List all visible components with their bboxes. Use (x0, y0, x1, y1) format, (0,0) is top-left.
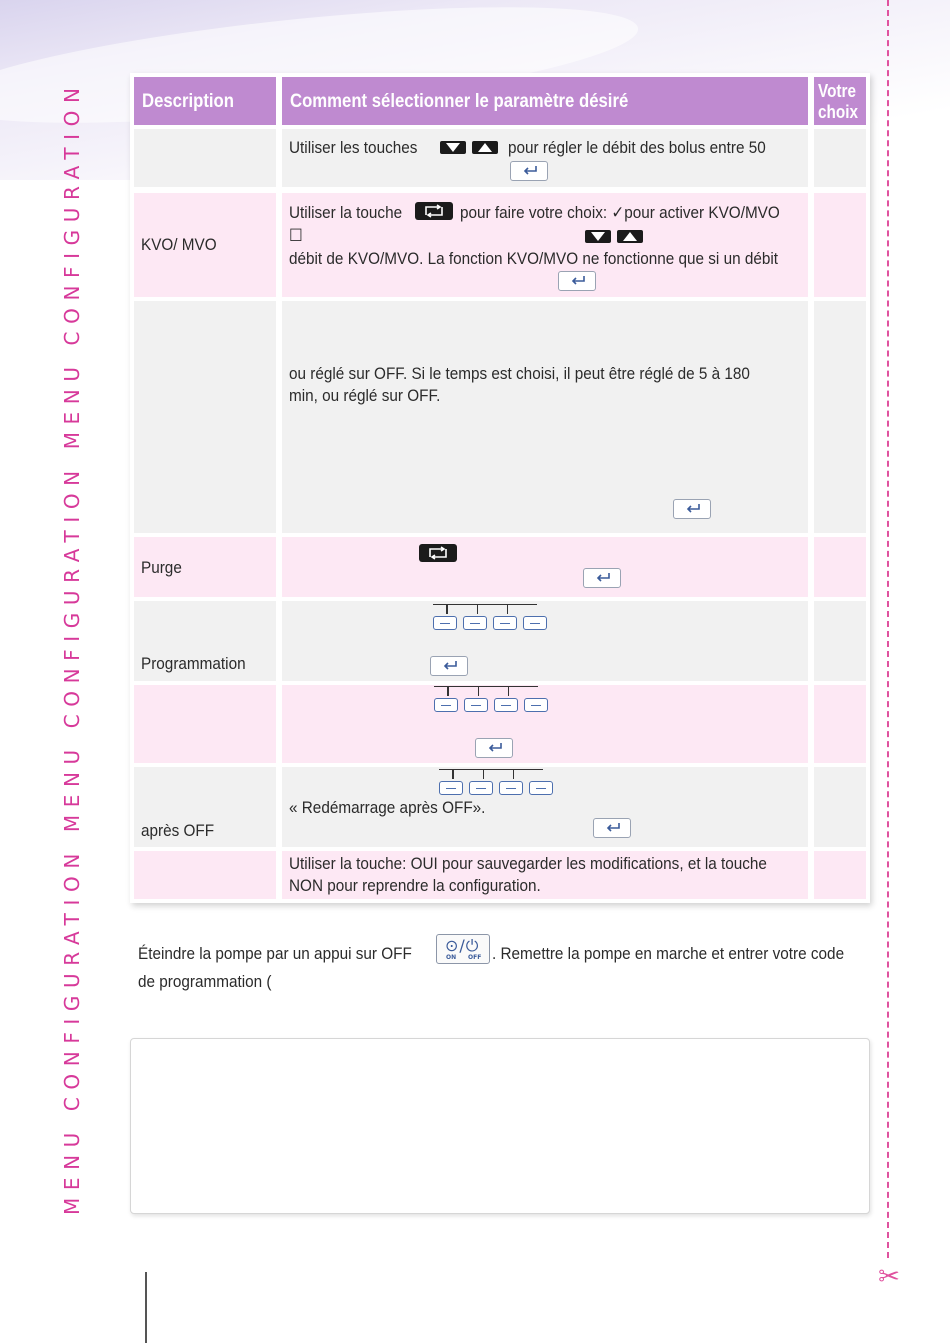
enter-key-icon (475, 738, 513, 758)
footer-line2: de programmation ( (138, 972, 272, 991)
row-method-cell (282, 851, 808, 899)
code-box (524, 698, 548, 712)
down-arrow-key-icon (585, 230, 611, 243)
row-description: Purge (141, 558, 182, 577)
code-bracket (448, 686, 478, 696)
cycle-key-icon (419, 544, 457, 562)
page-rule (145, 1272, 147, 1343)
row-description-cell (134, 767, 276, 847)
code-bracket (433, 604, 447, 614)
header-choice-line2: choix (818, 102, 858, 122)
code-box (493, 616, 517, 630)
row-method-cell (282, 301, 808, 533)
row-description-cell (134, 601, 276, 681)
row-description-cell (134, 685, 276, 763)
code-bracket (434, 686, 448, 696)
enter-key-icon (593, 818, 631, 838)
enter-key-icon (430, 656, 468, 676)
code-bracket (447, 604, 477, 614)
table-row (134, 685, 866, 763)
row-text: débit de KVO/MVO. La fonction KVO/MVO ne fonctionne que si un débit (289, 249, 779, 268)
enter-key-icon (510, 161, 548, 181)
code-bracket (508, 686, 538, 696)
row-description-cell (134, 537, 276, 597)
row-text: min, ou réglé sur OFF. (289, 386, 441, 405)
code-box (434, 698, 458, 712)
up-arrow-key-icon (617, 230, 643, 243)
code-bracket (477, 604, 507, 614)
header-choice-line1: Votre (818, 81, 856, 101)
table-row (134, 193, 866, 297)
row-choice-cell[interactable] (814, 601, 866, 681)
code-input-boxes-icon (434, 686, 554, 716)
row-text: pour faire votre choix: ✓pour activer KVO/MVO (460, 203, 780, 222)
power-symbol-icon: ⊙/⏻ (445, 936, 480, 955)
row-text: Utiliser la touche: OUI pour sauvegarder les modifications, et la touche (289, 854, 767, 873)
table-row (134, 301, 866, 533)
header-method: Comment sélectionner le paramètre désiré (290, 91, 629, 112)
on-label: ON (446, 954, 457, 961)
row-description-cell (134, 193, 276, 297)
row-text: ou réglé sur OFF. Si le temps est choisi, il peut être réglé de 5 à 180 (289, 364, 750, 383)
code-bracket (478, 686, 508, 696)
table-row (134, 537, 866, 597)
row-text: « Redémarrage après OFF». (289, 798, 486, 817)
header-choice (818, 81, 858, 123)
row-method-cell (282, 537, 808, 597)
code-bracket (513, 769, 543, 779)
code-input-boxes-icon (433, 604, 553, 634)
code-box (523, 616, 547, 630)
row-choice-cell[interactable] (814, 685, 866, 763)
code-box (529, 781, 553, 795)
header-cell-method (282, 77, 808, 125)
row-description-cell (134, 851, 276, 899)
header-cell-description (134, 77, 276, 125)
row-choice-cell[interactable] (814, 193, 866, 297)
row-description-cell (134, 301, 276, 533)
footer-line1-end: . Remettre la pompe en marche et entrer votre code (492, 944, 845, 963)
row-method-cell (282, 767, 808, 847)
code-box (464, 698, 488, 712)
code-box (494, 698, 518, 712)
row-choice-cell[interactable] (814, 851, 866, 899)
row-text: pour régler le débit des bolus entre 50 (508, 138, 766, 157)
row-description: après OFF (141, 821, 215, 840)
row-description-cell (134, 129, 276, 187)
settings-table (130, 73, 870, 903)
table-row (134, 601, 866, 681)
code-box (433, 616, 457, 630)
notes-box[interactable] (130, 1038, 870, 1214)
off-label: OFF (468, 954, 482, 961)
code-box (469, 781, 493, 795)
row-method-cell (282, 601, 808, 681)
row-method-cell (282, 685, 808, 763)
scissors-icon: ✂ (878, 1262, 900, 1292)
cycle-key-icon (415, 202, 453, 220)
row-choice-cell[interactable] (814, 301, 866, 533)
enter-key-icon (673, 499, 711, 519)
table-row (134, 129, 866, 187)
row-text: NON pour reprendre la configuration. (289, 876, 541, 895)
on-off-key-icon (436, 934, 490, 964)
code-box (439, 781, 463, 795)
table-row (134, 767, 866, 847)
code-bracket (483, 769, 513, 779)
up-arrow-key-icon (472, 141, 498, 154)
table-row (134, 851, 866, 899)
row-description: Programmation (141, 654, 246, 673)
footer-line1-start: Éteindre la pompe par un appui sur OFF (138, 944, 412, 963)
code-bracket (439, 769, 453, 779)
row-text: Utiliser la touche (289, 203, 403, 222)
code-bracket (453, 769, 483, 779)
row-choice-cell[interactable] (814, 129, 866, 187)
row-choice-cell[interactable] (814, 767, 866, 847)
checkbox-glyph: ☐ (289, 226, 303, 245)
row-method-cell (282, 129, 808, 187)
row-method-cell (282, 193, 808, 297)
code-bracket (507, 604, 537, 614)
cut-line (887, 0, 889, 1258)
table-header-row (134, 77, 866, 125)
row-choice-cell[interactable] (814, 537, 866, 597)
side-section-title: MENU CONFIGURATION MENU CONFIGURATION MENU CONFIGURATION (60, 80, 84, 1215)
enter-key-icon (583, 568, 621, 588)
code-box (499, 781, 523, 795)
code-input-boxes-icon (439, 769, 559, 799)
row-description: KVO/ MVO (141, 235, 217, 254)
row-text: Utiliser les touches (289, 138, 418, 157)
header-cell-choice (814, 77, 866, 125)
enter-key-icon (558, 271, 596, 291)
down-arrow-key-icon (440, 141, 466, 154)
header-description: Description (142, 91, 234, 112)
code-box (463, 616, 487, 630)
